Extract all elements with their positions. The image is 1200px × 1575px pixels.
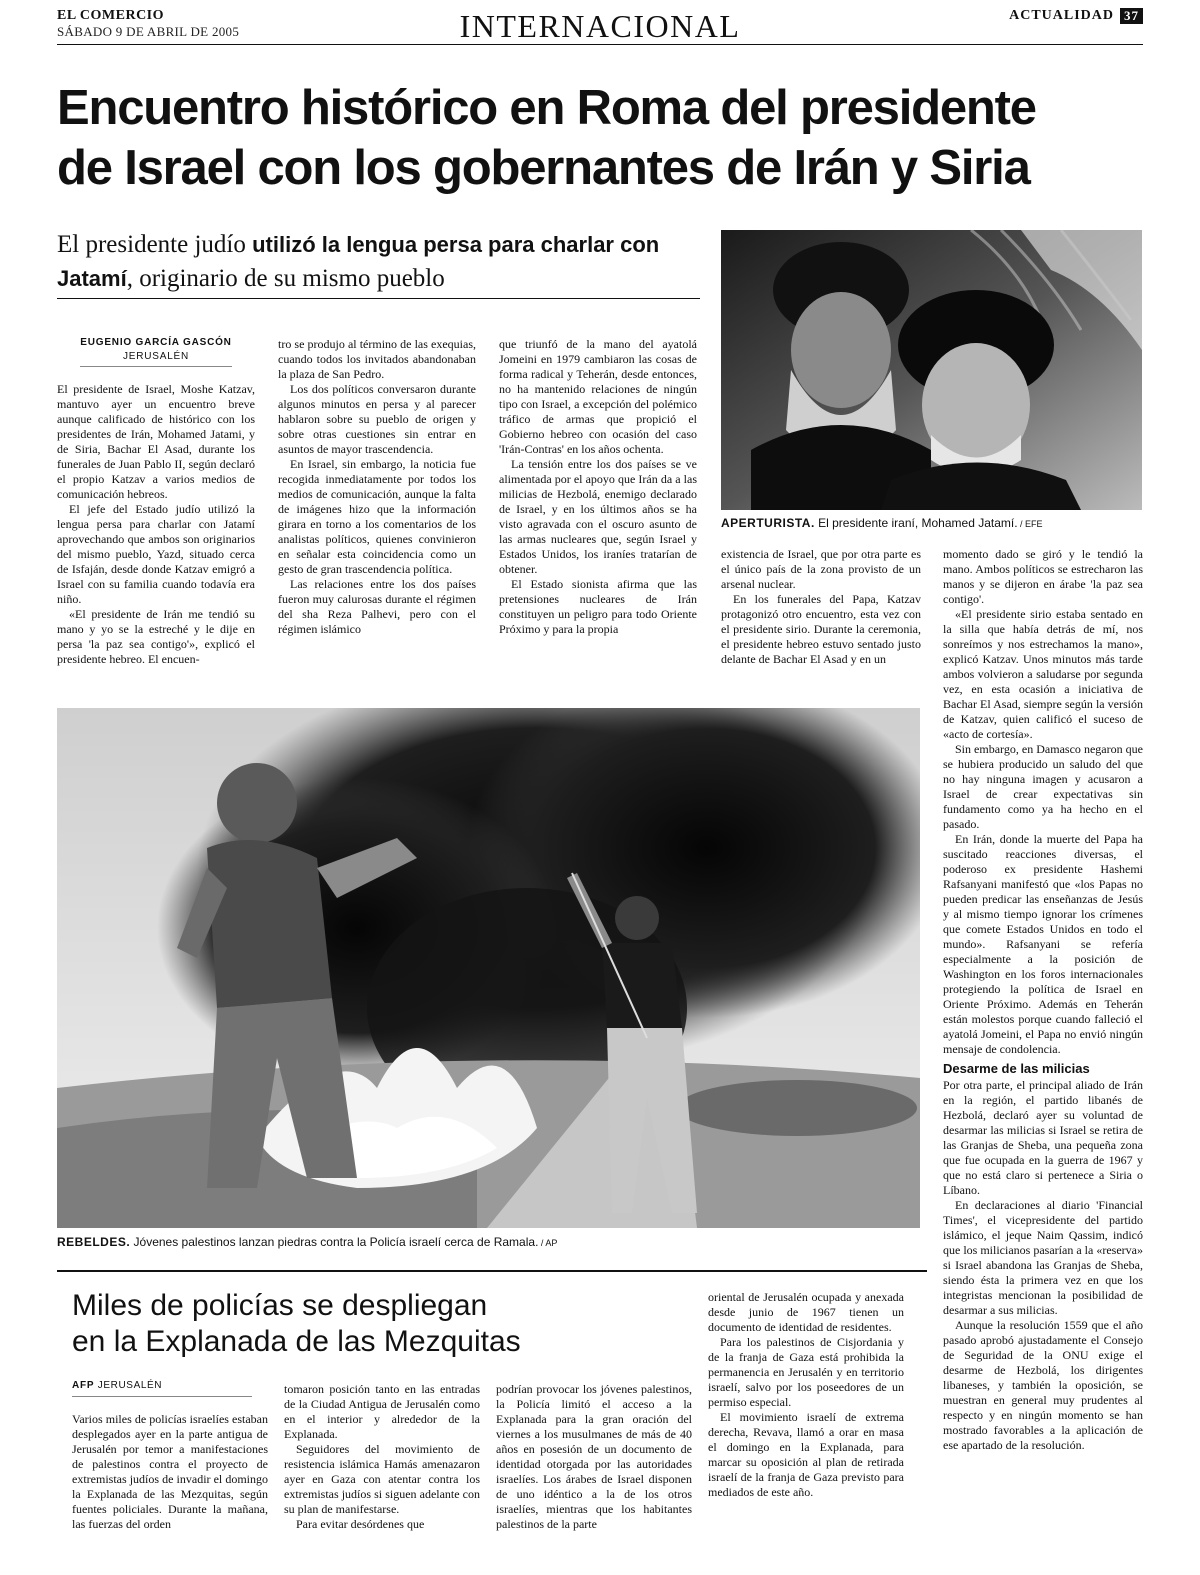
- section-title: INTERNACIONAL: [459, 8, 741, 44]
- photo-credit: / EFE: [1017, 519, 1043, 529]
- paragraph: El movimiento israelí de extrema derecha, Revava, llamó a orar en masa el domingo en la Explanada, para marcar su oposición al plan de retirada israelí de la franja de Gaza previsto para mediados de este año.: [708, 1410, 904, 1499]
- caption-label: REBELDES.: [57, 1235, 131, 1249]
- box-agency: AFP: [72, 1380, 95, 1391]
- main-headline: [57, 78, 1157, 198]
- subhead-part-b: utilizó la lengua persa para charlar con Jatamí: [57, 232, 660, 291]
- paragraph: tomaron posición tanto en las entradas de la Ciudad Antigua de Jerusalén como en el interior y alrededor de la Explanada.: [284, 1382, 480, 1441]
- page-tag: [1009, 8, 1143, 24]
- paragraph: Las relaciones entre los dos países fueron muy calurosas durante el régimen del sha Reza Palhevi, pero con el régimen islámico: [278, 577, 476, 636]
- photo-caption-top: [721, 516, 1142, 530]
- paragraph: Aunque la resolución 1559 que el año pasado aprobó ajustadamente el Consejo de Seguridad de la ONU exige el desarme de Hezbolá, los dirigentes libaneses, y también la oposición, se muestran en general muy prudentes al respecto y en ningún momento se han mostrado favorables a la aplicación de ese apartado de la resolución.: [943, 1318, 1143, 1452]
- box-headline: [72, 1288, 632, 1360]
- headline-line-2: de Israel con los gobernantes de Irán y Siria: [57, 141, 1030, 195]
- paragraph: El presidente de Israel, Moshe Katzav, mantuvo ayer un encuentro breve aunque calificado de histórico con los presidentes de Irán, Mohamed Jatami, y de Siria, Bachar El Asad, durante los funerales de Juan Pablo II, según declaró el propio Katzav a varios medios de comunicación hebreos.: [57, 382, 255, 501]
- paragraph: El Estado sionista afirma que las pretensiones nucleares de Irán constituyen un peligro para todo Oriente Próximo y para la propia: [499, 577, 697, 636]
- newspaper-name: EL COMERCIO: [57, 8, 165, 23]
- paragraph: podrían provocar los jóvenes palestinos, la Policía limitó el acceso a la Explanada para la gran oración del viernes a los musulmanes de más de 40 años en posesión de un documento de identidad otorgada por las autoridades israelíes. Los árabes de Israel disponen de uno idéntico a la de los otros israelíes, mientras que los habitantes palestinos de la parte: [496, 1382, 692, 1531]
- paragraph: «El presidente sirio estaba sentado en la silla que había detrás de mí, nos sonreímos y nos estrechamos la mano», explicó Katzav. Unos minutos más tarde ambos volvieron a saludarse por segunda vez, en esta ocasión a iniciativa de Bachar El Asad, siempre según la versión de Katzav, quien calificó el suceso de «acto de cortesía».: [943, 607, 1143, 741]
- photo-caption-main: [57, 1235, 920, 1249]
- box-column-1: [72, 1412, 268, 1532]
- paragraph: El jefe del Estado judío utilizó la lengua persa para charlar con Jatamí aprovechando que ambos son originarios del mismo pueblo, Yazd, situado cerca de Isfaján, desde donde Katzav emigró a Israel con su familia cuando todavía era niño.: [57, 502, 255, 606]
- paragraph: En Israel, sin embargo, la noticia fue recogida inmediatamente por todos los medios de comunicación, aunque la falta de imágenes hizo que la información girara en torno a los comentarios de los analistas políticos, quienes convinieron en señalar esta coincidencia como un gesto de gran trascendencia política.: [278, 457, 476, 576]
- box-byline: [72, 1380, 162, 1391]
- article-column-1: [57, 382, 255, 667]
- box-dateline: JERUSALÉN: [94, 1380, 163, 1391]
- photo-rebeldes-image: [57, 708, 920, 1228]
- paragraph: Los dos políticos conversaron durante algunos minutos en persa y al parecer hablaron sobre su pueblo de origen y sobre otras cuestiones sin entrar en asuntos de mayor trascendencia.: [278, 382, 476, 456]
- page-number: 37: [1120, 8, 1143, 24]
- paragraph: En los funerales del Papa, Katzav protagonizó otro encuentro, esta vez con el presidente sirio. Durante la ceremonia, el presidente hebreo estuvo sentado justo delante de Bachar El Asad y en un: [721, 592, 921, 666]
- section-subheading: Desarme de las milicias: [943, 1061, 1090, 1076]
- header-rule: [57, 44, 1143, 45]
- paragraph: oriental de Jerusalén ocupada y anexada desde junio de 1967 tienen un documento de identidad de residentes.: [708, 1290, 904, 1334]
- paragraph: Varios miles de policías israelíes estaban desplegados ayer en la parte antigua de Jerusalén por temor a manifestaciones de palestinos contra el proyecto de extremistas judíos de invadir el domingo la Explanada de las Mezquitas, según fuentes policiales. Durante la mañana, las fuerzas del orden: [72, 1412, 268, 1531]
- paragraph: Seguidores del movimiento de resistencia islámica Hamás amenazaron ayer en Gaza con atentar contra los extremistas judíos si siguen adelante con su plan de manifestarse.: [284, 1442, 480, 1516]
- photo-rebeldes: [57, 708, 920, 1228]
- issue-date: SÁBADO 9 DE ABRIL DE 2005: [57, 24, 240, 39]
- paragraph: En Irán, donde la muerte del Papa ha suscitado reacciones diversas, el poderoso ex presidente Hashemi Rafsanyani manifestó que «los Papas no pueden predicar las enseñanzas de Jesús y al mismo tiempo ignorar los crímenes que comete Estados Unidos en todo el mundo». Rafsanyani se refería especialmente a la posición de Washington en los foros internacionales protegiendo la política de Israel en Oriente Próximo. Además en Teherán están molestos porque cuando falleció el ayatolá Jomeini, el Papa no envió ningún mensaje de condolencia.: [943, 832, 1143, 1056]
- box-column-2: [284, 1382, 480, 1532]
- paragraph: momento dado se giró y le tendió la mano. Ambos políticos se estrecharon las manos y se dijeron en árabe 'la paz sea contigo'.: [943, 547, 1143, 606]
- paragraph: tro se produjo al término de las exequias, cuando todos los invitados abandonaban la plaza de San Pedro.: [278, 337, 476, 381]
- paragraph: Por otra parte, el principal aliado de Irán en la región, el partido libanés de Hezbolá, declaró ayer su voluntad de desarmar las milicias si Israel se retira de las Granjas de Sheba, una pequeña zona que fue ocupada en la guerra de 1967 y que no está claro si pertenece a Siria o Líbano.: [943, 1078, 1143, 1197]
- photo-jatami: [721, 230, 1142, 510]
- article-column-3: [499, 337, 697, 637]
- paragraph: existencia de Israel, que por otra parte es el único país de la zona provisto de un arsenal nuclear.: [721, 547, 921, 591]
- paragraph: que triunfó de la mano del ayatolá Jomeini en 1979 cambiaron las cosas de forma radical y Teherán, desde entonces, no ha mantenido relaciones de ningún tipo con Israel, a excepción del polémico tráfico de armas que propició el Gobierno hebreo con ocasión del caso 'Irán-Contras' en los años ochenta.: [499, 337, 697, 456]
- article-column-5: [943, 547, 1143, 1453]
- paragraph: En declaraciones al diario 'Financial Times', el vicepresidente del partido islámico, el jeque Naim Qassim, indicó que los milicianos pasarían a la «reserva» si Israel abandona las Granjas de Sheba, siendo ésta la primera vez en que los integristas mencionan la posibilidad de desarmar a sus milicias.: [943, 1198, 1143, 1317]
- byline-rule: [80, 366, 232, 367]
- subheadline: [57, 228, 707, 296]
- box-column-3: [496, 1382, 692, 1532]
- byline: [57, 337, 255, 362]
- photo-credit: / AP: [538, 1238, 558, 1248]
- paragraph: Para evitar desórdenes que: [296, 1517, 425, 1531]
- box-column-4: [708, 1290, 904, 1500]
- box-rule: [57, 1270, 927, 1272]
- caption-text: Jóvenes palestinos lanzan piedras contra la Policía israelí cerca de Ramala.: [130, 1235, 539, 1249]
- box-byline-rule: [72, 1396, 252, 1397]
- paragraph: La tensión entre los dos países se ve alimentada por el apoyo que Irán da a las milicias de Hezbolá, enemigo declarado de Israel, y en los últimos años se ha visto agravada con el oscuro asunto de las armas nucleares que, según Israel y Estados Unidos, los iraníes tratarían de obtener.: [499, 457, 697, 576]
- paragraph: «El presidente de Irán me tendió su mano y yo se la estreché y le dije en persa 'la paz sea contigo'», explicó el presidente hebreo. El encuen-: [57, 607, 255, 666]
- dateline: JERUSALÉN: [122, 351, 190, 362]
- paragraph: Para los palestinos de Cisjordania y de la franja de Gaza está prohibida la permanencia en Jerusalén y en territorio israelí, salvo por los poseedores de un permiso especial.: [708, 1335, 904, 1409]
- caption-label: APERTURISTA.: [721, 516, 815, 530]
- photo-jatami-image: [721, 230, 1142, 510]
- box-headline-line-1: Miles de policías se despliegan: [72, 1289, 488, 1322]
- caption-text: El presidente iraní, Mohamed Jatamí.: [814, 516, 1018, 530]
- box-headline-line-2: en la Explanada de las Mezquitas: [72, 1325, 521, 1358]
- page-label: ACTUALIDAD: [1009, 8, 1114, 23]
- headline-line-1: Encuentro histórico en Roma del presidente: [57, 81, 1036, 135]
- article-column-2: [278, 337, 476, 637]
- author-name: EUGENIO GARCÍA GASCÓN: [80, 337, 232, 348]
- subhead-part-a: El presidente judío: [57, 231, 253, 258]
- subhead-part-c: , originario de su mismo pueblo: [126, 265, 445, 292]
- subhead-rule: [57, 298, 700, 299]
- article-column-4: [721, 547, 921, 667]
- paragraph: Sin embargo, en Damasco negaron que se hubiera producido un saludo del que no hay ninguna imagen y acusaron a Israel de crear expectativas sin fundamento como ya ha hecho en el pasado.: [943, 742, 1143, 831]
